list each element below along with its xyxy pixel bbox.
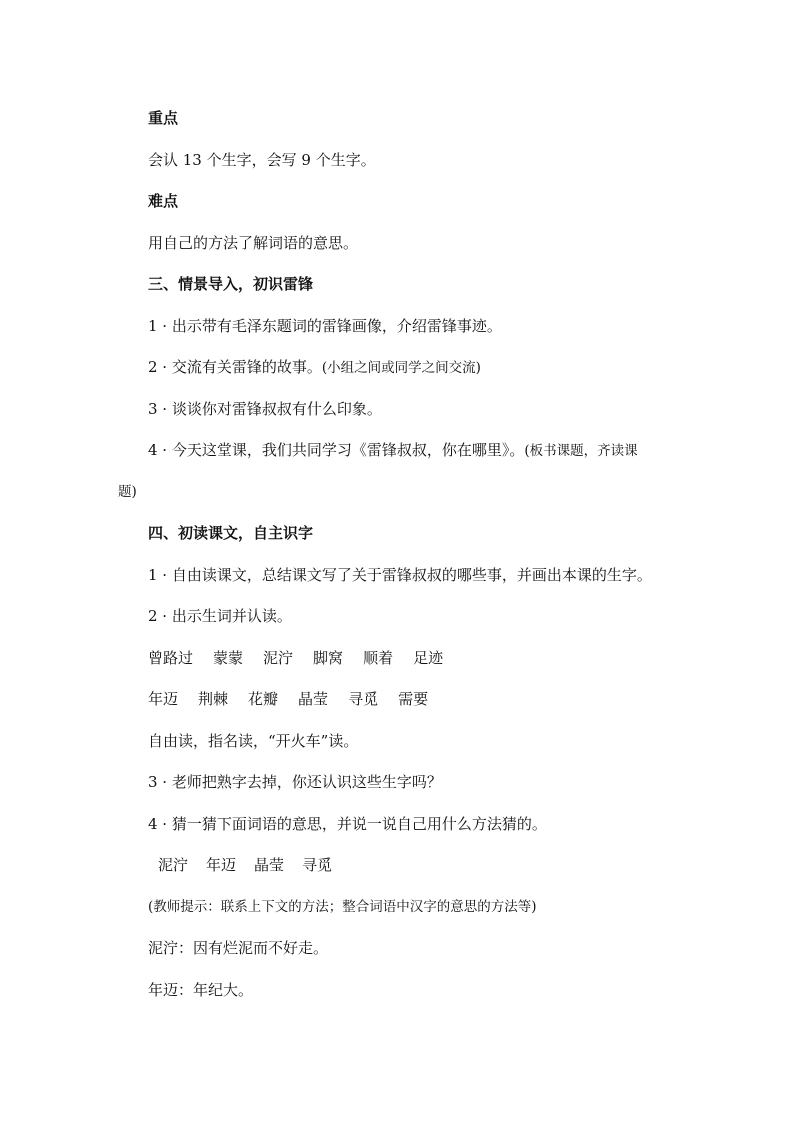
focus-heading: 重点 bbox=[148, 109, 179, 127]
vocab-word: 晶莹 bbox=[298, 690, 329, 708]
s3-item-4-note: (板书课题，齐读课 bbox=[524, 443, 638, 459]
vocab-word: 泥泞 bbox=[263, 649, 294, 667]
vocab-row-3 bbox=[158, 855, 350, 875]
section4-heading: 四、初读课文，自主识字 bbox=[148, 524, 314, 542]
s4-item-2: 2 · 出示生词并认读。 bbox=[148, 607, 292, 625]
s3-item-2-main: 2 · 交流有关雷锋的故事。 bbox=[148, 358, 322, 376]
vocab-word: 脚窝 bbox=[313, 649, 344, 667]
s4-item-1: 1 · 自由读课文，总结课文写了关于雷锋叔叔的哪些事，并画出本课的生字。 bbox=[148, 566, 652, 584]
s3-item-2 bbox=[148, 357, 481, 378]
vocab-word: 年迈 bbox=[206, 856, 237, 874]
s3-item-1: 1 · 出示带有毛泽东题词的雷锋画像，介绍雷锋事迹。 bbox=[148, 317, 502, 335]
reading-note: 自由读，指名读，“开火车”读。 bbox=[148, 732, 359, 750]
vocab-word: 年迈 bbox=[148, 690, 179, 708]
vocab-word: 寻觅 bbox=[348, 690, 379, 708]
s3-item-4 bbox=[148, 440, 638, 461]
difficulty-text: 用自己的方法了解词语的意思。 bbox=[148, 234, 359, 252]
vocab-word: 顺着 bbox=[363, 649, 394, 667]
section3-heading: 三、情景导入，初识雷锋 bbox=[148, 275, 314, 293]
vocab-word: 寻觅 bbox=[302, 856, 333, 874]
vocab-word: 晶莹 bbox=[254, 856, 285, 874]
vocab-word: 需要 bbox=[398, 690, 429, 708]
definition-1: 泥泞：因有烂泥而不好走。 bbox=[148, 939, 329, 957]
vocab-word: 蒙蒙 bbox=[213, 649, 244, 667]
definition-2: 年迈：年纪大。 bbox=[148, 981, 254, 999]
s3-item-4-wrap: 题) bbox=[118, 484, 137, 500]
focus-text: 会认 13 个生字，会写 9 个生字。 bbox=[148, 151, 376, 169]
vocab-word: 足迹 bbox=[413, 649, 444, 667]
difficulty-heading: 难点 bbox=[148, 192, 179, 210]
vocab-row-1 bbox=[148, 648, 463, 668]
s3-item-2-note: (小组之间或同学之间交流) bbox=[321, 360, 481, 376]
vocab-word: 荆棘 bbox=[198, 690, 229, 708]
s4-item-4: 4 · 猜一猜下面词语的意思，并说一说自己用什么方法猜的。 bbox=[148, 815, 547, 833]
s3-item-3: 3 · 谈谈你对雷锋叔叔有什么印象。 bbox=[148, 400, 382, 418]
vocab-word: 花瓣 bbox=[248, 690, 279, 708]
s3-item-4-main: 4 · 今天这堂课，我们共同学习《雷锋叔叔，你在哪里》。 bbox=[148, 441, 525, 459]
vocab-row-2 bbox=[148, 689, 448, 709]
vocab-word: 曾路过 bbox=[148, 649, 194, 667]
teacher-hint: (教师提示：联系上下文的方法；整合词语中汉字的意思的方法等) bbox=[148, 899, 537, 915]
vocab-word: 泥泞 bbox=[158, 856, 189, 874]
s4-item-3: 3 · 老师把熟字去掉，你还认识这些生字吗？ bbox=[148, 773, 442, 791]
